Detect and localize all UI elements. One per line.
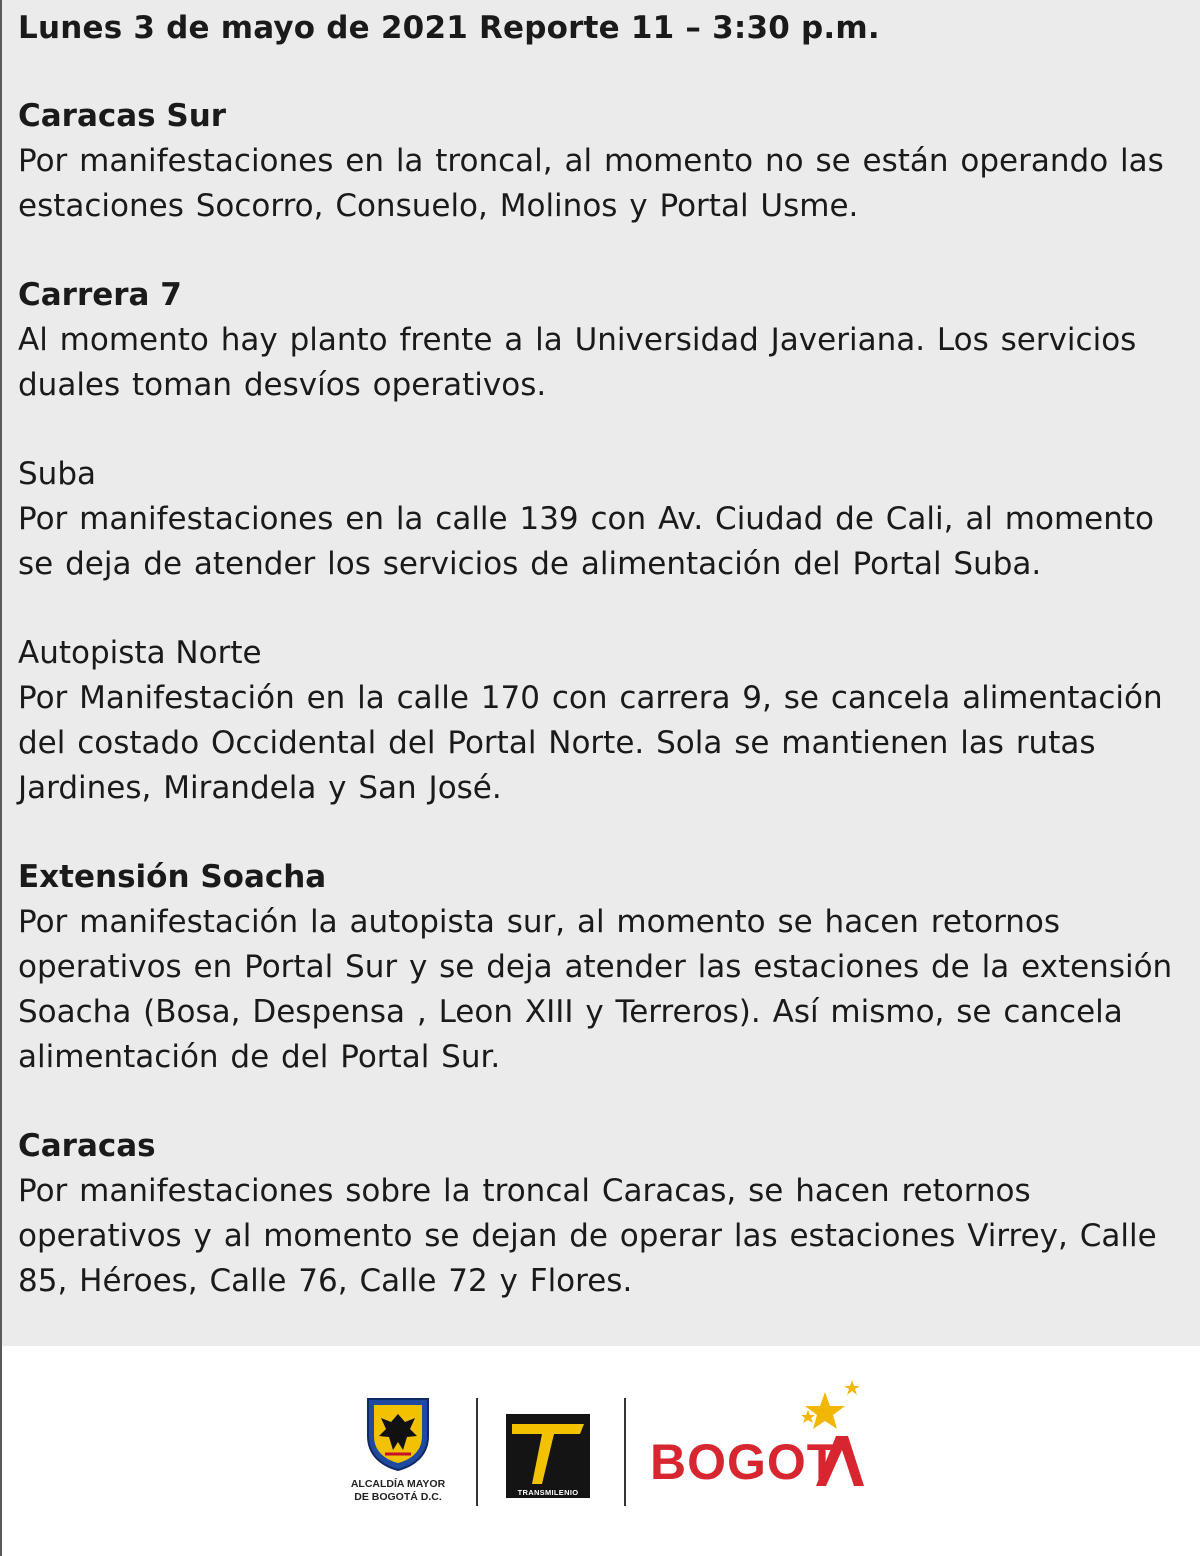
section-body: Por manifestaciones en la troncal, al momento no se están operando las estaciones Socorro, Consuelo, Molinos y Portal Usme. bbox=[18, 143, 1164, 224]
section-title: Carrera 7 bbox=[18, 277, 182, 313]
section-title: Caracas Sur bbox=[18, 98, 227, 134]
section-body: Por manifestaciones sobre la troncal Caracas, se hacen retornos operativos y al momento se dejan de operar las estaciones Virrey, Calle 85, Héroes, Calle 76, Calle 72 y Flores. bbox=[18, 1173, 1157, 1299]
transmilenio-t-icon bbox=[506, 1414, 590, 1488]
bogota-brand-logo bbox=[650, 1376, 880, 1496]
logo-footer bbox=[0, 1346, 1200, 1556]
bogota-shield-icon bbox=[365, 1396, 431, 1472]
transmilenio-caption: TRANSMILENIO bbox=[506, 1488, 590, 1498]
bogota-wordmark: BOGOT bbox=[650, 1434, 839, 1490]
section-body: Al momento hay planto frente a la Universidad Javeriana. Los servicios duales toman desvíos operativos. bbox=[18, 322, 1137, 403]
section-body: Por Manifestación en la calle 170 con carrera 9, se cancela alimentación del costado Occidental del Portal Norte. Sola se mantienen las rutas Jardines, Mirandela y San José. bbox=[18, 680, 1163, 806]
section-body: Por manifestación la autopista sur, al momento se hacen retornos operativos en Portal Sur y se deja atender las estaciones de la extensión Soacha (Bosa, Despensa , Leon XIII y Terreros). Así mismo, se cancela alimentación de del Portal Sur. bbox=[18, 904, 1173, 1075]
logo-divider bbox=[624, 1398, 626, 1506]
section-autopista-norte bbox=[18, 631, 1200, 811]
section-extension-soacha bbox=[18, 855, 1200, 1080]
alcaldia-caption-line2: DE BOGOTÁ D.C. bbox=[354, 1491, 442, 1503]
section-title: Autopista Norte bbox=[18, 635, 262, 671]
section-title: Extensión Soacha bbox=[18, 859, 327, 895]
section-caracas bbox=[18, 1124, 1200, 1304]
section-title: Caracas bbox=[18, 1128, 156, 1164]
section-body: Por manifestaciones en la calle 139 con Av. Ciudad de Cali, al momento se deja de atender los servicios de alimentación del Portal Suba. bbox=[18, 501, 1155, 582]
alcaldia-caption bbox=[342, 1478, 454, 1504]
section-title: Suba bbox=[18, 456, 96, 492]
transmilenio-logo bbox=[506, 1414, 598, 1498]
section-caracas-sur bbox=[18, 94, 1200, 229]
report-title: Lunes 3 de mayo de 2021 Reporte 11 – 3:30 p.m. bbox=[18, 10, 880, 46]
transmilenio-mark bbox=[506, 1414, 590, 1488]
alcaldia-caption-line1: ALCALDÍA MAYOR bbox=[350, 1478, 446, 1490]
section-carrera-7 bbox=[18, 273, 1200, 408]
section-suba bbox=[18, 452, 1200, 587]
alcaldia-logo bbox=[342, 1396, 454, 1504]
logo-divider bbox=[476, 1398, 478, 1506]
